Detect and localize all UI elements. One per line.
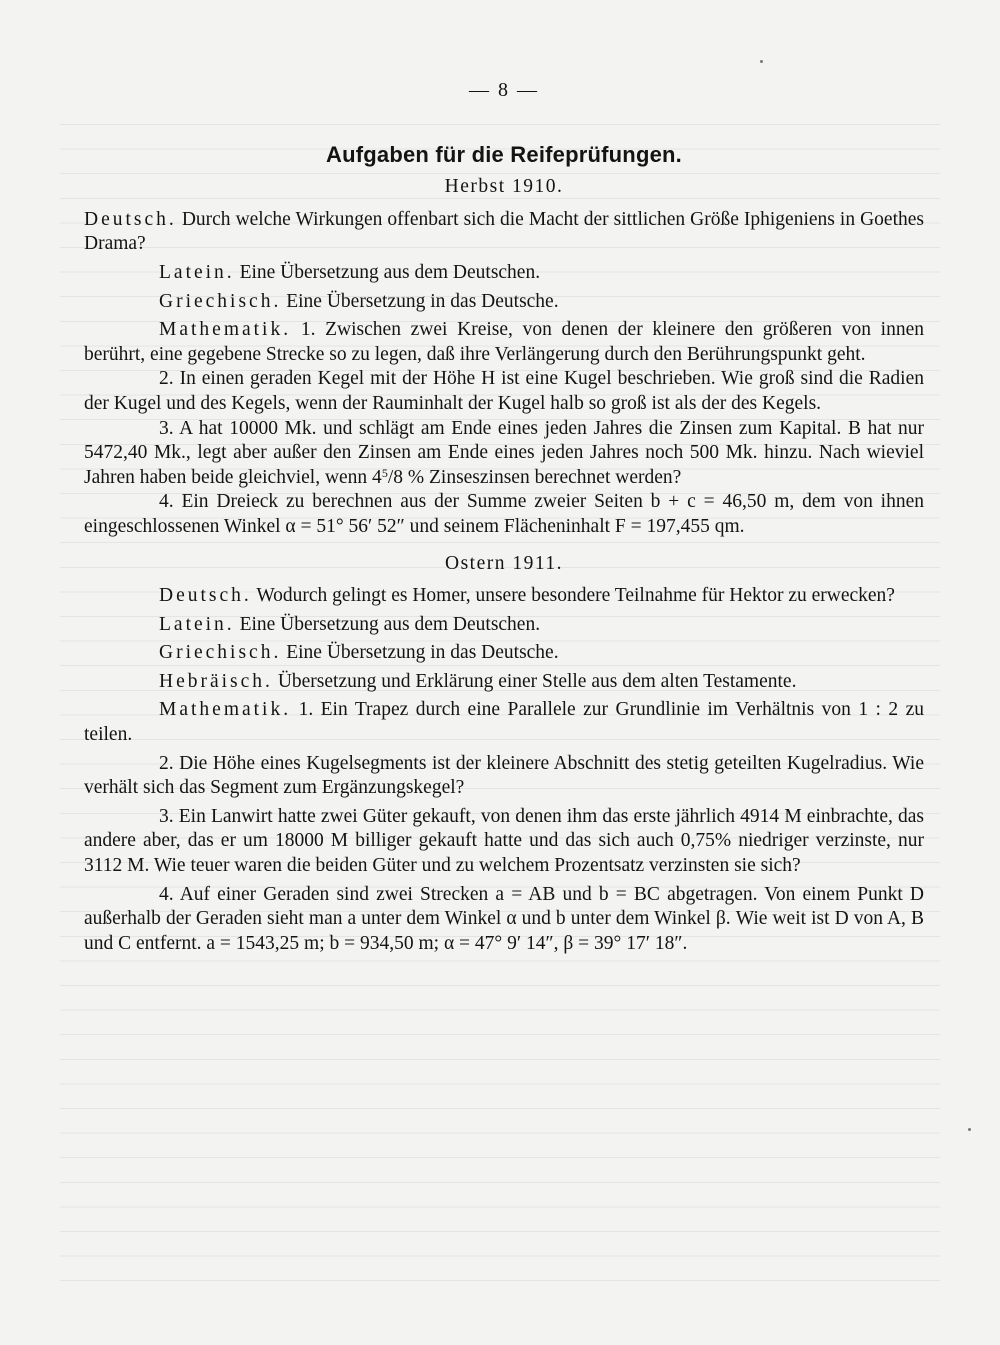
- herbst-latein: [84, 261, 924, 286]
- herbst-mathematik-3: [84, 417, 924, 491]
- ostern-mathematik-1: [84, 698, 924, 747]
- task-text: Durch welche Wirkungen offenbart sich die Macht der sittlichen Größe Iphigeniens in Goethes Drama?: [84, 208, 924, 255]
- herbst-griechisch: [84, 290, 924, 315]
- paper-speck: [968, 1128, 971, 1131]
- page-number: — 8 —: [469, 79, 539, 101]
- subject-label: Latein.: [159, 261, 235, 283]
- subject-label: Deutsch.: [159, 585, 252, 607]
- task-text: Eine Übersetzung aus dem Deutschen.: [239, 261, 541, 283]
- task-text: 1. Ein Trapez durch eine Parallele zur Grundlinie im Verhältnis von 1 : 2 zu teilen.: [84, 699, 924, 746]
- herbst-mathematik-2: 2. In einen geraden Kegel mit der Höhe H ist eine Kugel beschrieben. Wie groß sind die Radien der Kugel und des Kegels, wenn der Rauminhalt der Kugel halb so groß ist als der des Kegels.: [84, 368, 924, 414]
- page-title: Aufgaben für die Reifeprüfungen.: [326, 141, 682, 167]
- term-ostern-1911: Ostern 1911.: [444, 552, 563, 574]
- subject-label: Deutsch.: [84, 208, 177, 230]
- ostern-mathematik-2: 2. Die Höhe eines Kugelsegments ist der kleinere Abschnitt des stetig geteilten Kugelradius. Wie verhält sich das Segment zum Ergänzungskegel?: [84, 752, 924, 799]
- ostern-deutsch: [84, 584, 924, 609]
- ostern-mathematik-4: 4. Auf einer Geraden sind zwei Strecken a = AB und b = BC abgetragen. Von einem Punkt D außerhalb der Geraden sieht man a unter dem Winkel α und b unter dem Winkel β. Wie weit ist D von A, B und C entfernt. a = 1543,25 m; b = 934,50 m; α = 47° 9′ 14″, β = 39° 17′ 18″.: [84, 883, 924, 954]
- task-text: Wodurch gelingt es Homer, unsere besondere Teilnahme für Hektor zu erwecken?: [256, 585, 895, 607]
- subject-label: Mathematik.: [159, 699, 292, 721]
- task-text: Eine Übersetzung in das Deutsche.: [286, 642, 559, 664]
- ostern-hebraeisch: [84, 670, 924, 695]
- task-text: Eine Übersetzung aus dem Deutschen.: [239, 613, 541, 635]
- herbst-mathematik-4: 4. Ein Dreieck zu berechnen aus der Summe zweier Seiten b + c = 46,50 m, dem von ihnen eingeschlossenen Winkel α = 51° 56′ 52″ und seinem Flächeninhalt F = 197,455 qm.: [84, 491, 924, 537]
- task-text: Übersetzung und Erklärung einer Stelle aus dem alten Testamente.: [277, 670, 797, 692]
- task-text: Zinseszinsen berechnet werden?: [424, 466, 682, 488]
- ostern-griechisch: [84, 641, 924, 666]
- document-page: [84, 78, 924, 956]
- task-text: Eine Übersetzung in das Deutsche.: [286, 290, 559, 312]
- ostern-latein: [84, 613, 924, 638]
- subject-label: Hebräisch.: [159, 670, 273, 692]
- task-text: 1. Zwischen zwei Kreise, von denen der kleinere den größeren von innen berührt, eine gegebene Strecke so zu legen, daß ihre Verlängerung durch den Berührungspunkt geht.: [84, 319, 925, 365]
- subject-label: Mathematik.: [159, 319, 292, 341]
- paper-speck: [760, 60, 763, 63]
- task-text: 3. A hat 10000 Mk. und schlägt am Ende eines jeden Jahres die Zinsen zum Kapital. B hat nur 5472,40 Mk., legt aber außer den Zinsen am Ende eines jeden Jahres noch 500 Mk. hinzu. Nach wieviel Jahren haben beide gleichviel, wenn 4: [84, 417, 924, 488]
- subject-label: Griechisch.: [159, 290, 282, 312]
- term-herbst-1910: Herbst 1910.: [444, 176, 564, 198]
- fraction-superscript: 5: [381, 465, 388, 480]
- herbst-mathematik-1: [84, 318, 924, 367]
- subject-label: Latein.: [159, 613, 235, 635]
- subject-label: Griechisch.: [159, 642, 282, 664]
- fraction-rest: /8 %: [387, 466, 425, 488]
- herbst-deutsch: [84, 208, 924, 257]
- ostern-mathematik-3: 3. Ein Lanwirt hatte zwei Güter gekauft, von denen ihm das erste jährlich 4914 M einbrachte, das andere aber, das er um 18000 M billiger gekauft hatte und das sich auch 0,75% niedriger verzinste, nur 3112 M. Wie teuer waren die beiden Güter und zu welchem Prozentsatz verzinsten sie sich?: [84, 805, 924, 877]
